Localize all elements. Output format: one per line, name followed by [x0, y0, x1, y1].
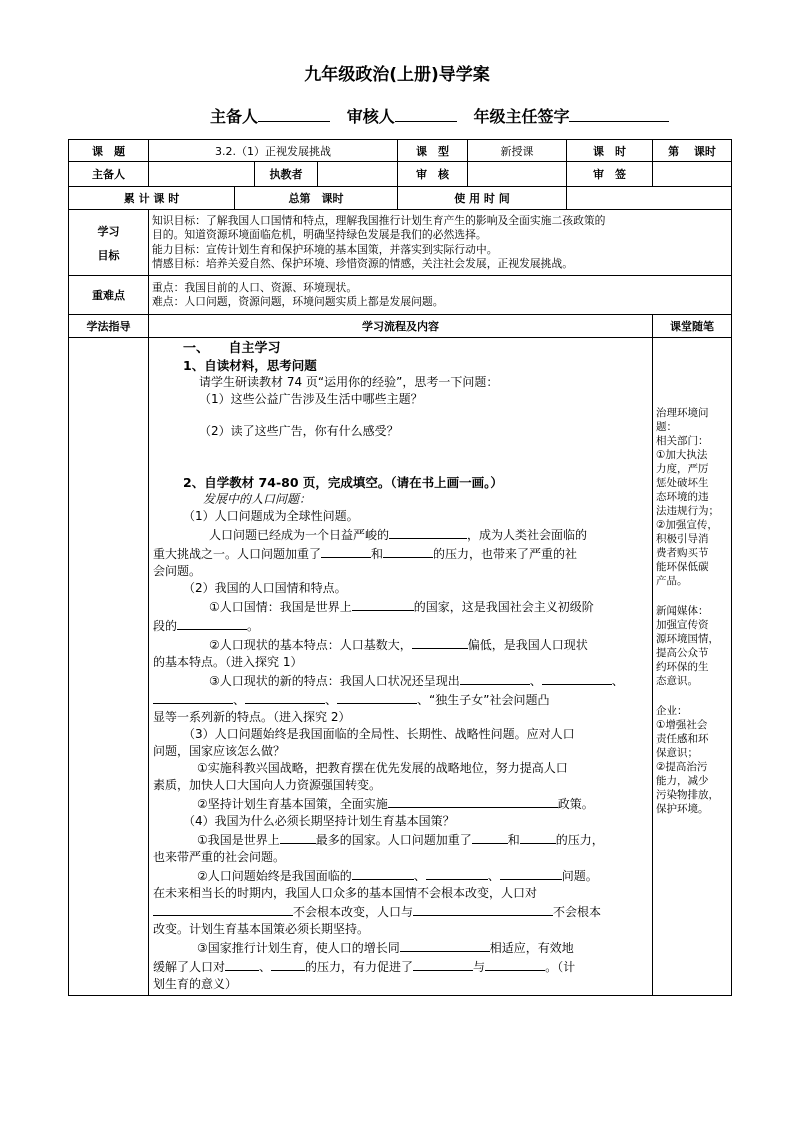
text: ③人口现状的新的特点：我国人口状况还呈现出 [209, 674, 460, 688]
s2-title: 2、自学教材 74-80 页，完成填空。（请在书上画一画。） [183, 475, 503, 490]
fill-blank[interactable] [225, 957, 259, 971]
use-time-label: 使 用 时 间 [398, 187, 567, 210]
note-line: 力度，严厉 [656, 463, 709, 475]
text: 段的 [153, 619, 178, 633]
text: 不会根本 [553, 905, 602, 919]
p4-2-line4: 改变。计划生育基本国策必须长期坚持。 [153, 922, 370, 936]
objective-line: 情感目标：培养关爱自然、保护环境、珍惜资源的情感，关注社会发展，正视发展挑战。 [152, 257, 574, 270]
review-label: 审 核 [398, 162, 468, 187]
text: ②坚持计划生育基本国策，全面实施 [197, 797, 388, 811]
text: 不会根本改变，人口与 [293, 905, 414, 919]
fill-blank[interactable] [352, 597, 414, 611]
p4-1-line1 [153, 830, 648, 849]
p4-title: （4）我国为什么必须长期坚持计划生育基本国策？ [183, 814, 455, 828]
note-line: 保意识； [656, 747, 698, 759]
p1-line1 [153, 525, 648, 544]
s1-intro: 请学生研读教材 74 页“运用你的经验”，思考一下问题： [199, 375, 499, 389]
text: “独生子女”社会问题凸 [429, 693, 550, 707]
p2-3-line1 [153, 671, 648, 690]
text: 重大挑战之一。人口问题加重了 [153, 547, 322, 561]
s2-subtitle: 发展中的人口问题： [203, 492, 312, 506]
fill-blank[interactable] [177, 616, 247, 630]
p2-2-line2: 的基本特点。（进入探究 1） [153, 655, 303, 669]
reviewer-blank [395, 105, 457, 122]
text: ②人口问题始终是我国面临的 [197, 869, 352, 883]
text: 、 [611, 674, 624, 688]
text: 。（计 [545, 960, 576, 974]
notes-column [653, 338, 732, 996]
total-label: 总第 课时 [235, 187, 398, 210]
p2-title: （2）我国的人口国情和特点。 [183, 581, 347, 595]
fill-blank[interactable] [352, 866, 414, 880]
director-label: 年级主任签字 [473, 107, 570, 126]
fill-blank[interactable] [388, 794, 558, 808]
guide-header: 学法指导 [69, 315, 149, 338]
fill-blank[interactable] [153, 902, 293, 916]
text: 的压力， [555, 833, 604, 847]
p1-line3: 会问题。 [153, 564, 202, 578]
notes-block-1 [656, 406, 728, 588]
p4-1-line2: 也来带严重的社会问题。 [153, 850, 286, 864]
text: 、 [487, 869, 500, 883]
p4-3-line1 [153, 938, 648, 957]
course-label: 课 题 [69, 140, 149, 162]
note-line: 费者购买节 [656, 547, 709, 559]
p3-line2: 问题，国家应该怎么做？ [153, 744, 286, 758]
teacher-label: 执教者 [255, 162, 318, 187]
note-line: 题： [656, 421, 677, 433]
text: ③国家推行计划生育，使人口的增长同 [197, 941, 400, 955]
objective-line: 能力目标：宣传计划生育和保护环境的基本国策，并落实到实际行动中。 [152, 242, 498, 256]
text: 缓解了人口对 [153, 960, 226, 974]
section-title: 一、 自主学习 [183, 341, 281, 356]
use-time-value [567, 187, 732, 210]
text: ，成为人类社会面临的 [467, 528, 588, 542]
note-line: 积极引导消 [656, 533, 709, 545]
notes-block-2 [656, 604, 728, 688]
note-line: 企业： [656, 705, 688, 717]
fill-blank[interactable] [400, 938, 490, 952]
main-preparer-blank [258, 105, 330, 122]
p4-2-line2: 在未来相当长的时期内，我国人口众多的基本国情不会根本改变，人口对 [153, 886, 538, 900]
text: 最多的国家。人口问题加重了 [315, 833, 472, 847]
guide-column [69, 338, 149, 996]
s1-q2: （2）读了这些广告，你有什么感受？ [199, 424, 399, 438]
p2-3-line3: 显等一系列新的特点。（进入探究 2） [153, 710, 351, 724]
fill-blank[interactable] [337, 690, 417, 704]
fill-blank[interactable] [500, 866, 562, 880]
p4-2-line1 [153, 866, 648, 885]
text: 人口问题已经成为一个日益严峻的 [209, 528, 390, 542]
objectives-text [149, 210, 732, 276]
preparer-label: 主备人 [69, 162, 149, 187]
fill-blank[interactable] [413, 902, 553, 916]
text: 、 [325, 693, 338, 707]
notes-block-3 [656, 704, 728, 816]
fill-blank[interactable] [245, 690, 325, 704]
fill-blank[interactable] [472, 830, 508, 844]
period-label: 课 时 [567, 140, 653, 162]
p4-3-line3: 划生育的意义） [153, 977, 238, 991]
objective-line: 目的。知道资源环境面临危机，明确坚持绿色发展是我们的必然选择。 [152, 228, 487, 241]
fill-blank[interactable] [321, 544, 371, 558]
objective-line: 知识目标：了解我国人口国情和特点，理解我国推行计划生育产生的影响及全面实施二孩政策的 [152, 213, 606, 227]
period-value: 第 课时 [653, 140, 732, 162]
note-line: 责任感和环 [656, 733, 709, 745]
note-line: ②加强宣传， [656, 519, 718, 531]
objectives-label-1: 学习 [97, 224, 120, 238]
s1-title: 1、自读材料，思考问题 [183, 358, 317, 373]
objectives-label [69, 210, 149, 276]
text: 、 [413, 869, 426, 883]
approve-label: 审 签 [567, 162, 653, 187]
fill-blank[interactable] [460, 671, 530, 685]
note-line: 能环保低碳 [656, 561, 709, 573]
p3-line1: （3）人口问题始终是我国面临的全局性、长期性、战略性问题。应对人口 [183, 727, 575, 741]
text: ①人口国情：我国是世界上 [209, 600, 352, 614]
note-line: ②提高治污 [656, 761, 708, 773]
p2-2-line1 [153, 635, 648, 654]
text: 政策。 [557, 797, 594, 811]
text: 和 [507, 833, 520, 847]
objectives-label-2: 目标 [97, 248, 120, 262]
text: 、 [259, 960, 272, 974]
fill-blank[interactable] [412, 635, 468, 649]
type-label: 课 型 [398, 140, 468, 162]
note-line: 治理环境问 [656, 407, 709, 419]
signature-line [210, 104, 669, 127]
p2-3-line2 [153, 690, 648, 709]
text: 、 [417, 693, 430, 707]
s1-q1: （1）这些公益广告涉及生活中哪些主题？ [199, 392, 423, 406]
p1-title: （1）人口问题成为全球性问题。 [183, 509, 359, 523]
process-header: 学习流程及内容 [149, 315, 653, 338]
text: 、 [529, 674, 542, 688]
focus-label: 重难点 [69, 276, 149, 315]
fill-blank[interactable] [153, 690, 233, 704]
note-line: 源环境国情， [656, 633, 719, 645]
fill-blank[interactable] [520, 830, 556, 844]
page-title: 九年级政治(上册)导学案 [304, 65, 490, 85]
teacher-value [318, 162, 398, 187]
fill-blank[interactable] [542, 671, 612, 685]
director-blank [569, 105, 669, 122]
text: 与 [473, 960, 486, 974]
type-value: 新授课 [468, 140, 567, 162]
note-line: 产品。 [656, 575, 688, 587]
fill-blank[interactable] [413, 957, 473, 971]
p1-line2 [153, 544, 648, 563]
text: 。 [247, 619, 260, 633]
text: 和 [371, 547, 384, 561]
text: ②人口现状的基本特点：人口基数大， [209, 638, 412, 652]
p3-1-line2: 素质，加快人口大国向人力资源强国转变。 [153, 778, 382, 792]
lesson-table [68, 139, 732, 996]
note-line: ①增强社会 [656, 719, 708, 731]
note-line: 保护环境。 [656, 803, 709, 815]
notes-header: 课堂随笔 [653, 315, 732, 338]
text: 、 [233, 693, 246, 707]
text: 的国家，这是我国社会主义初级阶 [413, 600, 594, 614]
text: 偏低，是我国人口现状 [467, 638, 588, 652]
p4-3-line2 [153, 957, 648, 976]
reviewer-label: 审核人 [346, 107, 395, 126]
fill-blank[interactable] [485, 957, 545, 971]
process-content [149, 338, 653, 996]
text: 的压力，也带来了严重的社 [433, 547, 578, 561]
text: 相适应，有效地 [489, 941, 574, 955]
note-line: 加强宣传资 [656, 619, 709, 631]
note-line: 能力，减少 [656, 775, 709, 787]
p3-1-line1: ①实施科教兴国战略，把教育摆在优先发展的战略地位，努力提高人口 [197, 761, 568, 775]
focus-key: 重点：我国目前的人口、资源、环境现状。 [152, 280, 358, 294]
note-line: ①加大执法 [656, 449, 708, 461]
cumulative-label: 累 计 课 时 [69, 187, 235, 210]
note-line: 新闻媒体： [656, 605, 709, 617]
p4-2-line3 [153, 902, 648, 921]
fill-blank[interactable] [426, 866, 488, 880]
fill-blank[interactable] [383, 544, 433, 558]
approve-value [653, 162, 732, 187]
preparer-value [149, 162, 255, 187]
focus-difficult: 难点：人口问题，资源问题，环境问题实质上都是发展问题。 [152, 295, 444, 308]
note-line: 态环境的违 [656, 491, 709, 503]
note-line: 污染物排放， [656, 789, 719, 801]
review-value [468, 162, 567, 187]
note-line: 提高公众节 [656, 647, 709, 659]
focus-text [149, 276, 732, 315]
p3-2-line [153, 794, 648, 813]
note-line: 态意识。 [656, 675, 698, 687]
fill-blank[interactable] [280, 830, 316, 844]
fill-blank[interactable] [389, 525, 467, 539]
p2-1-line1 [153, 597, 648, 616]
text: 问题。 [561, 869, 598, 883]
course-value: 3.2.（1）正视发展挑战 [149, 140, 398, 162]
note-line: 相关部门： [656, 435, 709, 447]
text: ①我国是世界上 [197, 833, 280, 847]
note-line: 惩处破坏生 [656, 477, 709, 489]
fill-blank[interactable] [271, 957, 305, 971]
p2-1-line2 [153, 616, 648, 635]
note-line: 法违规行为； [656, 505, 719, 517]
text: 的压力，有力促进了 [305, 960, 414, 974]
main-preparer-label: 主备人 [210, 107, 259, 126]
note-line: 约环保的生 [656, 661, 709, 673]
